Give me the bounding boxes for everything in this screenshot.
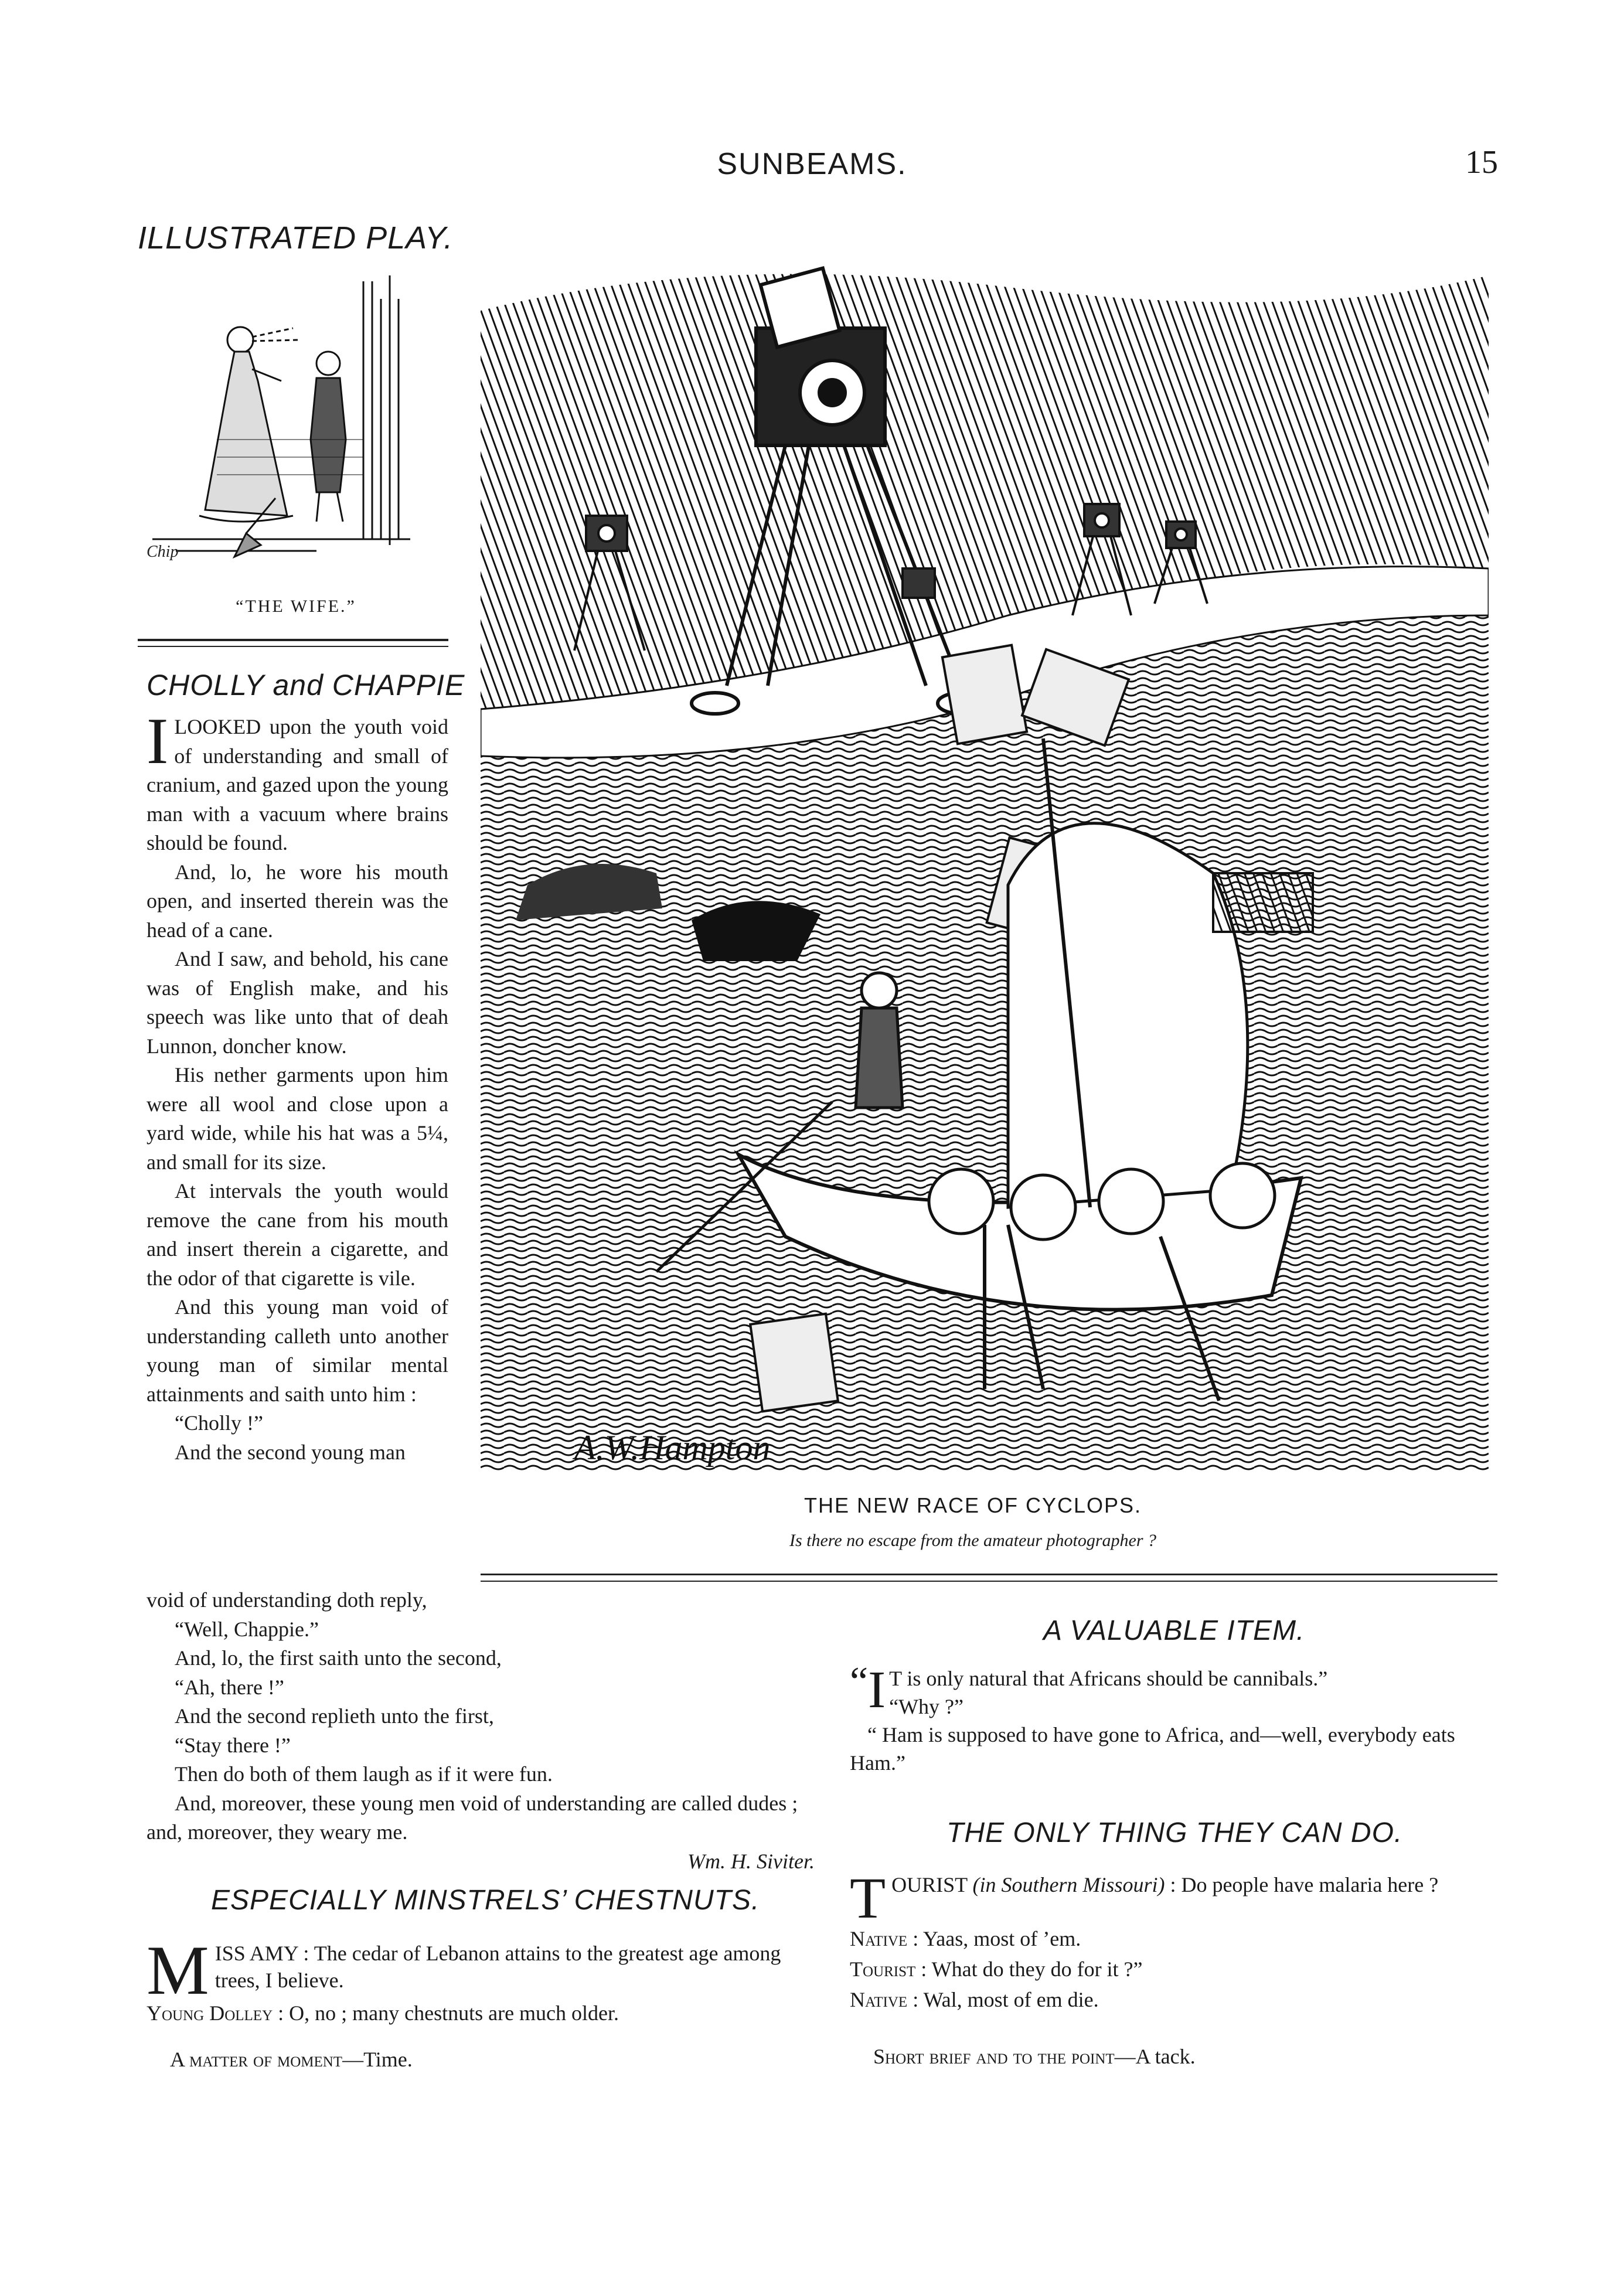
- matter-text: —Time.: [342, 2048, 413, 2071]
- minstrels-line-2: O, no ; many chestnuts are much older.: [289, 2001, 619, 2025]
- cholly-line: And, moreover, these young men void of understanding are called dudes ; and, moreover, they weary me.: [147, 1791, 798, 1844]
- page-header-title: SUNBEAMS.: [717, 147, 907, 181]
- matter-of-moment: [170, 2045, 413, 2075]
- minstrels-text: [147, 1931, 820, 2027]
- minstrels-heading: ESPECIALLY MINSTRELS’ CHESTNUTS.: [211, 1885, 760, 1916]
- cholly-heading: CHOLLY and CHAPPIE: [147, 669, 465, 702]
- only-thing-speaker-2: Native :: [850, 1927, 919, 1950]
- divider-rule: [138, 639, 448, 641]
- valuable-line-1: T is only natural that Africans should be cannibals.”: [889, 1667, 1328, 1690]
- only-thing-line-4: Wal, most of em die.: [923, 1988, 1099, 2011]
- new-race-of-cyclops-illustration: [481, 240, 1489, 1471]
- cholly-line: “Well, Chappie.”: [175, 1617, 319, 1641]
- cholly-line: And, lo, the first saith unto the second,: [175, 1646, 502, 1670]
- only-thing-dropcap: T: [850, 1865, 886, 1930]
- matter-label: A matter of moment: [170, 2048, 343, 2071]
- valuable-line-3: “ Ham is supposed to have gone to Africa, and—well, everybody eats Ham.”: [850, 1723, 1455, 1775]
- cholly-line: void of understanding doth reply,: [147, 1588, 427, 1612]
- the-wife-illustration: [141, 264, 457, 580]
- divider-rule: [138, 646, 448, 647]
- short-brief-label: Short brief and to the point: [873, 2045, 1115, 2068]
- cholly-column: [147, 705, 448, 1467]
- cyclops-signature: A.W.Hampton: [574, 1428, 771, 1467]
- cholly-line: “Ah, there !”: [175, 1675, 284, 1699]
- cholly-paragraph: And the second young man: [175, 1440, 406, 1464]
- cholly-line: And the second replieth unto the first,: [175, 1704, 494, 1728]
- valuable-open-quote: “: [850, 1659, 869, 1704]
- cholly-paragraph: At intervals the youth would remove the cane from his mouth and insert therein a cigarette, and the odor of that cigarette is vile.: [147, 1179, 448, 1290]
- cholly-paragraph: His nether garments upon him were all wool and close upon a yard wide, while his hat was a 5¼, and small for its size.: [147, 1063, 448, 1174]
- cholly-paragraph: “Cholly !”: [175, 1411, 263, 1435]
- minstrels-speaker: Young Dolley :: [147, 2001, 284, 2025]
- only-thing-heading: THE ONLY THING THEY CAN DO.: [947, 1817, 1403, 1848]
- cholly-line: “Stay there !”: [175, 1733, 291, 1757]
- cholly-dropcap: I: [147, 705, 169, 778]
- illustrated-play-heading: ILLUSTRATED PLAY.: [138, 220, 454, 256]
- the-wife-signature: Chip: [147, 543, 179, 561]
- valuable-text: [850, 1659, 1500, 1777]
- short-brief-text: —A tack.: [1114, 2045, 1196, 2068]
- only-thing-speaker-1: OURIST: [891, 1873, 968, 1896]
- cyclops-caption-title: THE NEW RACE OF CYCLOPS.: [804, 1493, 1142, 1517]
- cholly-paragraph: And, lo, he wore his mouth open, and inserted therein was the head of a cane.: [147, 860, 448, 942]
- valuable-heading: A VALUABLE ITEM.: [1043, 1615, 1305, 1646]
- only-thing-aside: (in Southern Missouri): [972, 1873, 1165, 1896]
- cholly-paragraph: And I saw, and behold, his cane was of English make, and his speech was like unto that of deah Lunnon, doncher know.: [147, 947, 448, 1058]
- only-thing-text: [850, 1865, 1500, 2015]
- cholly-paragraph: LOOKED upon the youth void of understanding and small of cranium, and gazed upon the young man with a vacuum where brains should be found.: [147, 715, 448, 854]
- short-brief: [873, 2042, 1196, 2072]
- only-thing-line-1: : Do people have malaria here ?: [1170, 1873, 1439, 1896]
- only-thing-line-3: What do they do for it ?”: [931, 1957, 1143, 1981]
- the-wife-caption: “THE WIFE.”: [236, 597, 356, 616]
- page-number: 15: [1465, 144, 1498, 181]
- cholly-paragraph: And this young man void of understanding calleth unto another young man of similar mental attainments and saith unto him :: [147, 1295, 448, 1406]
- cholly-continued: [147, 1586, 820, 1876]
- only-thing-speaker-3: Tourist :: [850, 1957, 927, 1981]
- cholly-line: Then do both of them laugh as if it were fun.: [175, 1762, 553, 1786]
- cyclops-caption-subtitle: Is there no escape from the amateur photographer ?: [789, 1531, 1156, 1550]
- valuable-line-2: “Why ?”: [889, 1695, 963, 1718]
- cholly-author: Wm. H. Siviter.: [687, 1849, 815, 1873]
- minstrels-dropcap: M: [147, 1931, 209, 2009]
- valuable-dropcap: I: [868, 1661, 886, 1719]
- only-thing-line-2: Yaas, most of ’em.: [922, 1927, 1081, 1950]
- divider-rule: [481, 1581, 1497, 1582]
- divider-rule: [481, 1574, 1497, 1575]
- minstrels-line-1: ISS AMY : The cedar of Lebanon attains to the greatest age among trees, I believe.: [215, 1942, 781, 1992]
- only-thing-speaker-4: Native :: [850, 1988, 919, 2011]
